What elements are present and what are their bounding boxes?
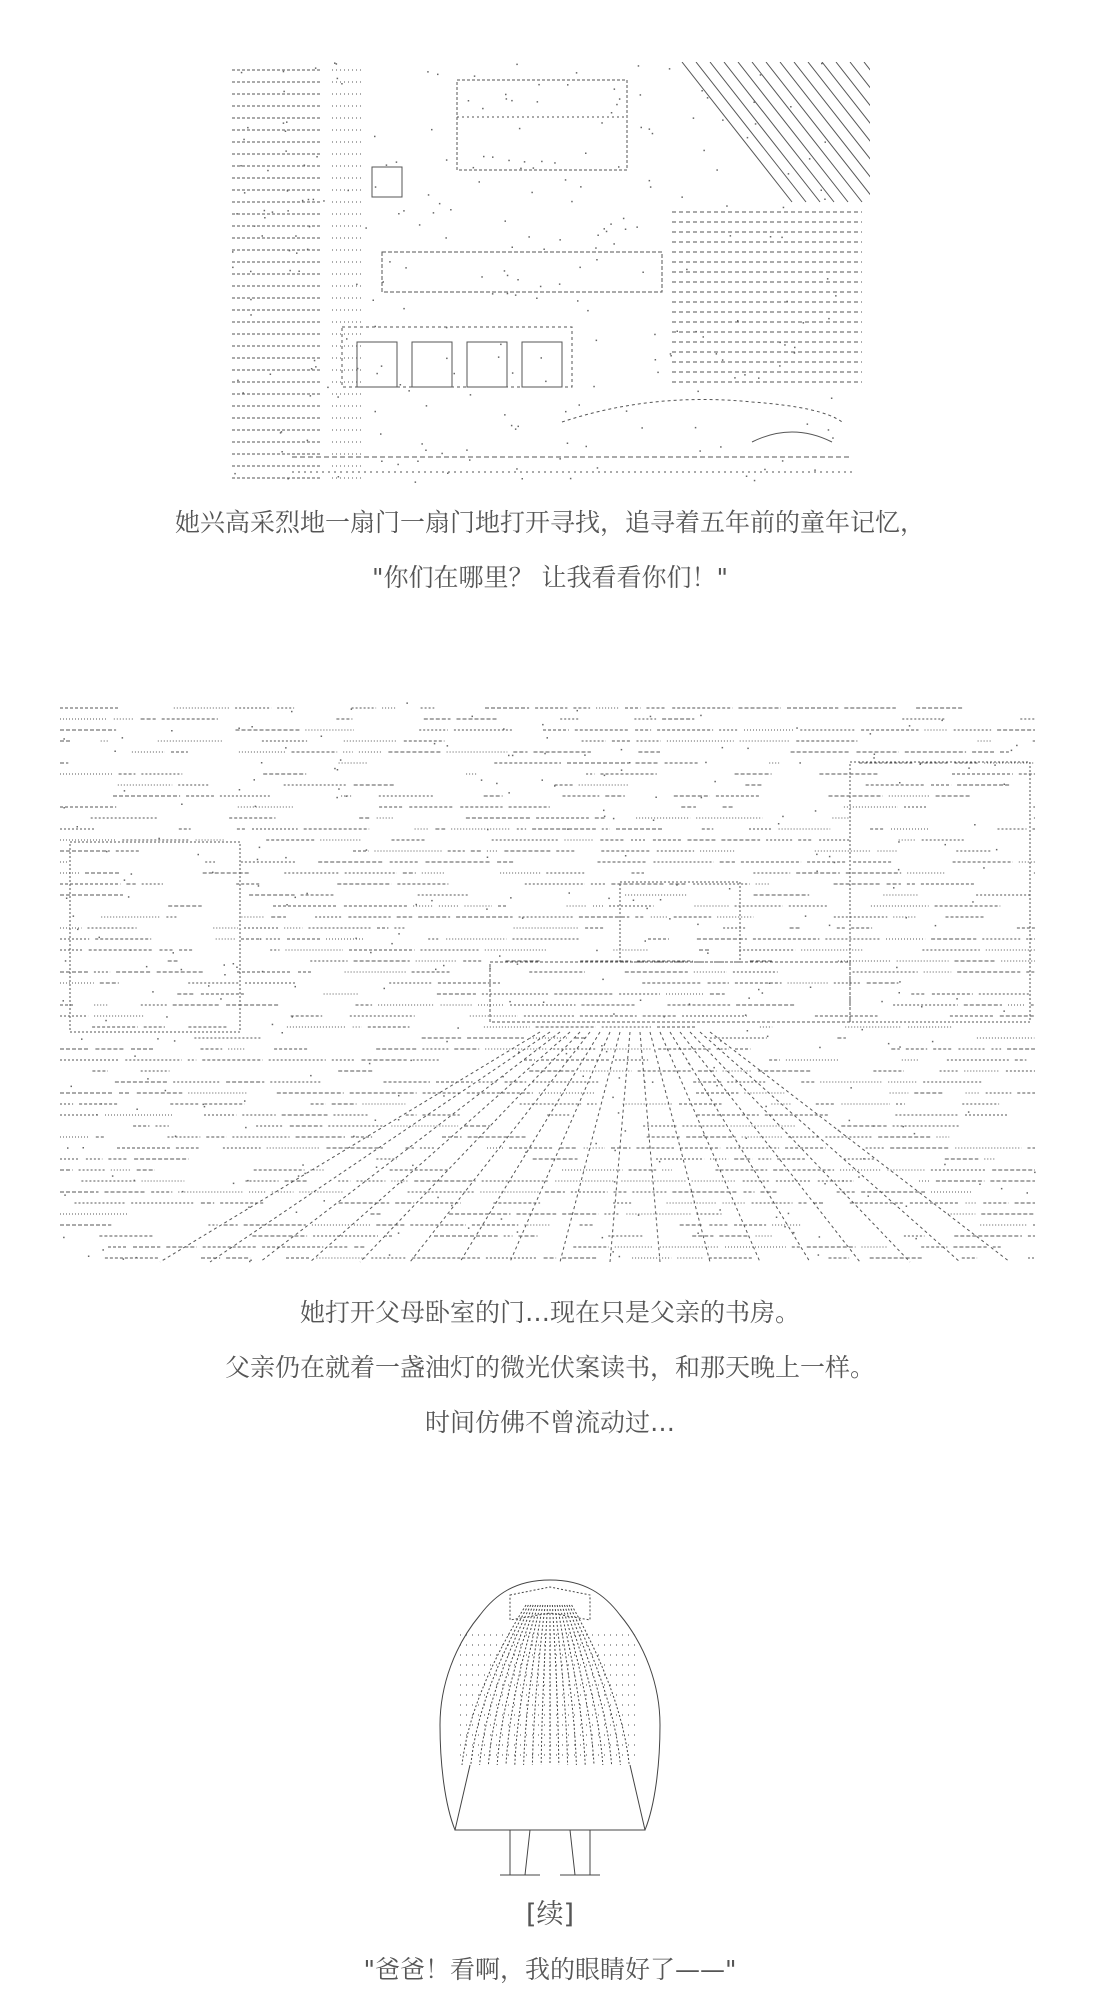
panel-2-caption-line-3: 时间仿佛不曾流动过…: [424, 1408, 675, 1437]
study-room-ascii-art: [60, 702, 1040, 1268]
panel-1-caption-line-2: "你们在哪里？ 让我看看你们！": [372, 563, 728, 592]
continue-marker: [续]: [525, 1899, 575, 1930]
panel-1-caption-line-1: 她兴高采烈地一扇门一扇门地打开寻找，追寻着五年前的童年记忆，: [174, 508, 925, 537]
panel-3-caption-line-1: "爸爸！看啊，我的眼睛好了——": [363, 1955, 737, 1984]
hallway-doors-ascii-art: [232, 62, 870, 486]
panel-2-caption-line-1: 她打开父母卧室的门…现在只是父亲的书房。: [299, 1298, 800, 1327]
panel-2-caption-line-2: 父亲仍在就着一盏油灯的微光伏案读书，和那天晚上一样。: [224, 1353, 875, 1382]
girl-back-ascii-art: [400, 1575, 700, 1880]
